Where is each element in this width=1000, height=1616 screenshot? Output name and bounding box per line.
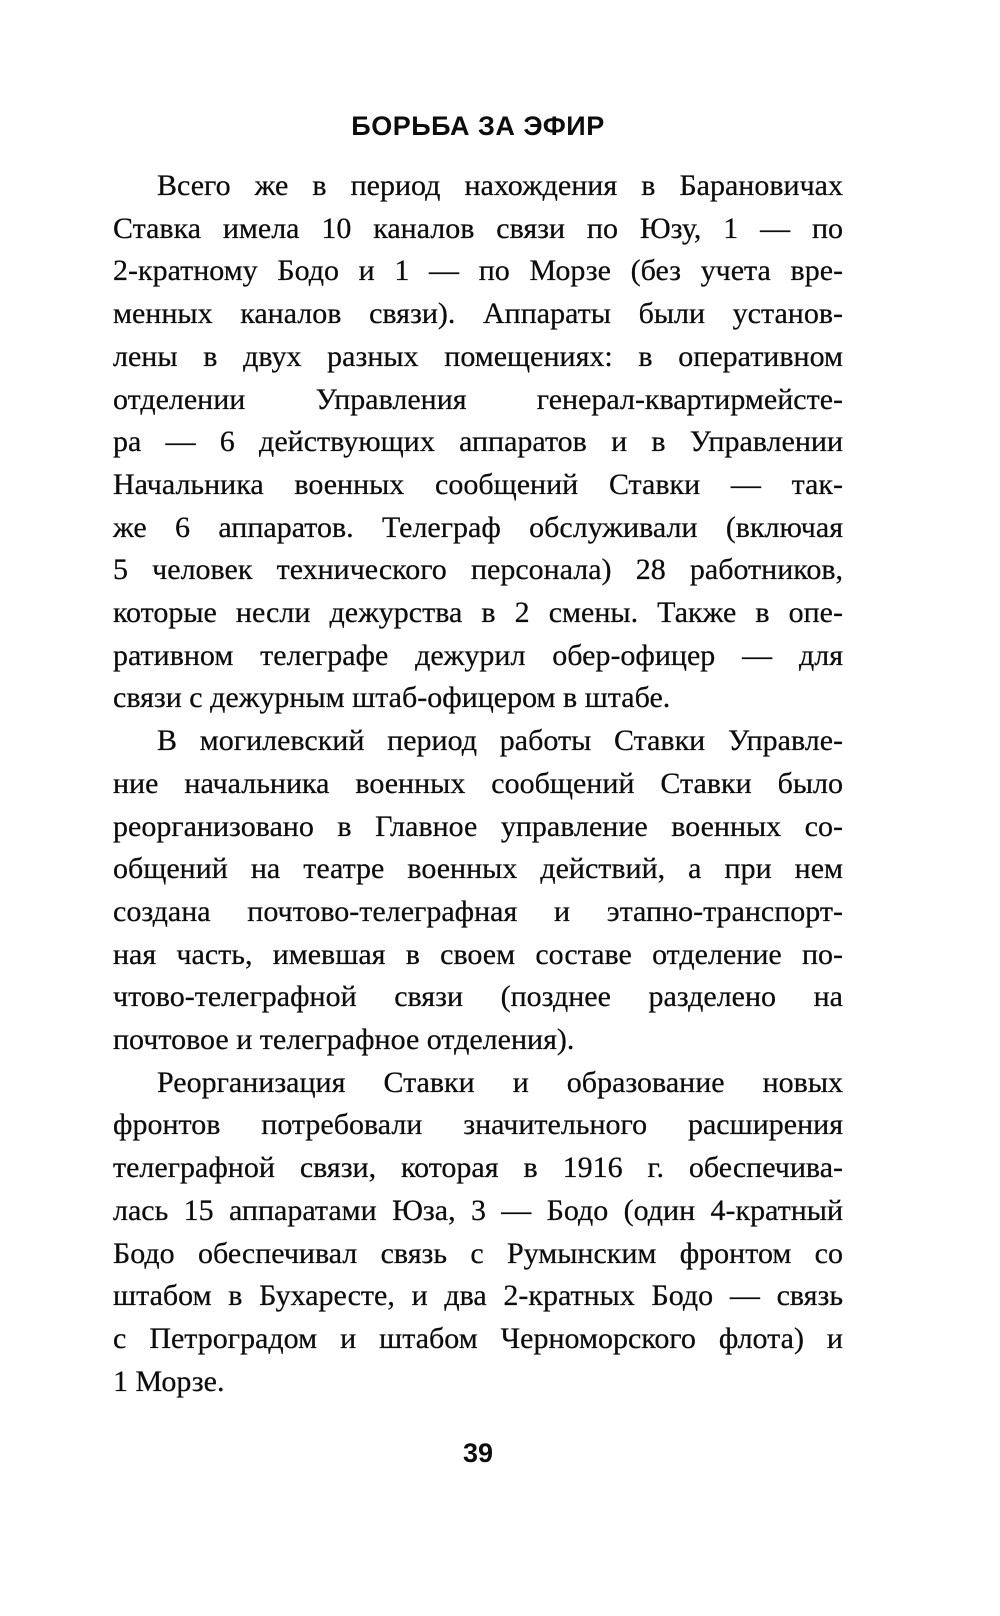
text-line: штабом в Бухаресте, и два 2-кратных Бодо — связь [113,1279,843,1313]
text-line: фронтов потребовали значительного расширения [113,1108,843,1142]
text-line: с Петроградом и штабом Черноморского флота) и [113,1321,843,1355]
text-line: ная часть, имевшая в своем составе отделение по- [113,937,843,971]
text-line: 2-кратному Бодо и 1 — по Морзе (без учета вре- [113,254,843,288]
text-line: связи с дежурным штаб-офицером в штабе. [113,681,671,715]
text-line: которые несли дежурства в 2 смены. Также в опе- [113,596,843,630]
text-line: Бодо обеспечивал связь с Румынским фронтом со [113,1236,843,1270]
text-line: почтовое и телеграфное отделения). [113,1023,575,1057]
text-line: реорганизовано в Главное управление военных со- [113,809,843,843]
text-line: Всего же в период нахождения в Барановичах [157,169,843,202]
running-header: БОРЬБА ЗА ЭФИР [351,111,605,141]
page-number: 39 [462,1438,494,1468]
text-line: Начальника военных сообщений Ставки — так- [113,467,843,501]
text-line: В могилевский период работы Ставки Управле- [157,724,843,758]
text-line: 5 человек технического персонала) 28 работников, [113,553,843,587]
text-line: чтово-телеграфной связи (позднее разделено на [113,980,843,1014]
text-line: менных каналов связи). Аппараты были установ- [113,297,843,331]
text-line: ние начальника военных сообщений Ставки было [113,766,843,800]
text-line: ра — 6 действующих аппаратов и в Управлении [113,425,843,459]
text-line: Реорганизация Ставки и образование новых [157,1065,843,1099]
text-line: Ставка имела 10 каналов связи по Юзу, 1 — по [113,211,843,245]
text-line: 1 Морзе. [113,1364,225,1398]
text-line: отделении Управления генерал-квартирмейсте- [113,382,843,416]
text-line: телеграфной связи, которая в 1916 г. обеспечива- [113,1151,843,1185]
text-line: общений на театре военных действий, а при нем [113,852,843,886]
text-line: лены в двух разных помещениях: в оперативном [113,339,843,373]
text-line: создана почтово-телеграфная и этапно-транспорт- [113,894,843,928]
body-text [113,165,843,1403]
text-line: же 6 аппаратов. Телеграф обслуживали (включая [113,510,843,544]
text-line: ративном телеграфе дежурил обер-офицер — для [113,638,843,672]
text-line: лась 15 аппаратами Юза, 3 — Бодо (один 4-кратный [113,1193,843,1227]
